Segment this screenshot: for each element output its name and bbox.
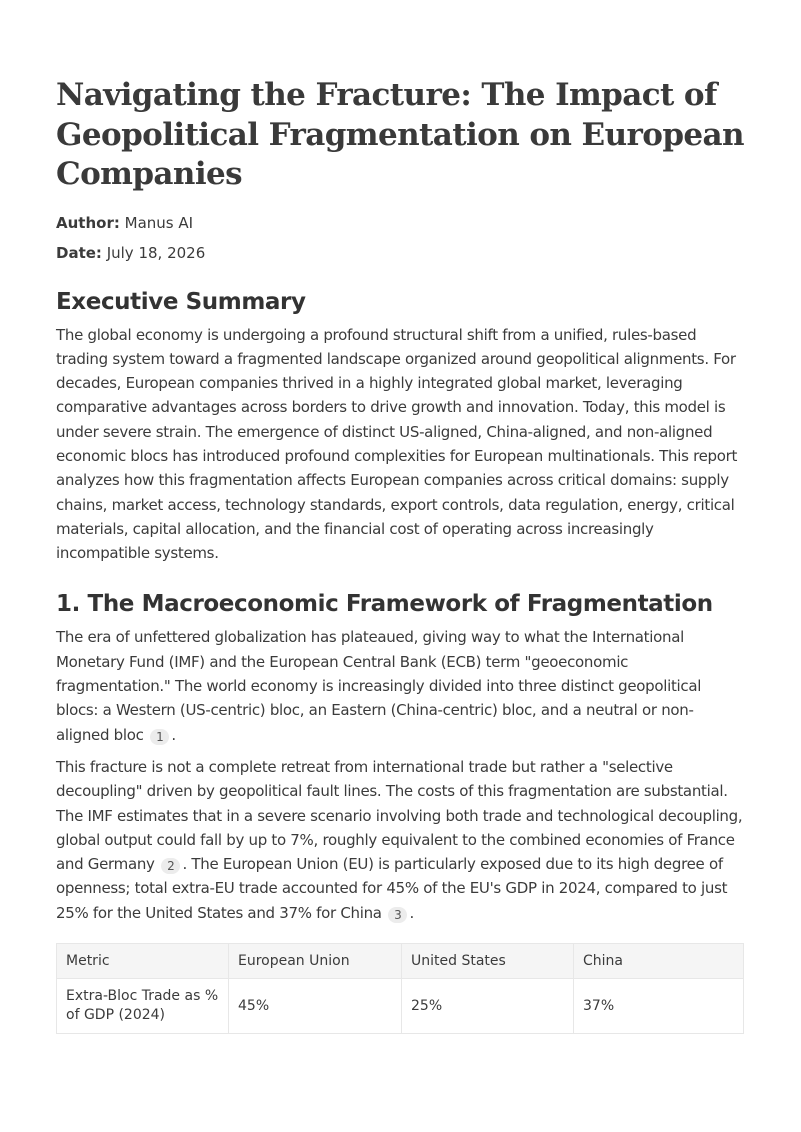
paragraph-text-b: . The European Union (EU) is particularly exposed due to its high degree of openness; total extra-EU trade accounted for 45% of the EU's GDP in 2024, compared to just 25% for the United States and 37% for China [56,855,728,922]
author-name: Manus AI [124,213,194,232]
citation-1-link[interactable]: 1 [150,729,169,745]
author-label: Author: [56,213,120,232]
document-title: Navigating the Fracture: The Impact of Geopolitical Fragmentation on European Companies [56,77,744,192]
executive-summary-heading: Executive Summary [56,288,306,315]
date-value: July 18, 2026 [106,243,206,262]
table-cell: 37% [574,979,744,1034]
section-1-heading: 1. The Macroeconomic Framework of Fragmentation [56,591,713,618]
paragraph-end: . [171,725,176,744]
paragraph-end: . [409,903,414,922]
date-line [56,243,746,263]
table-header-cell: Metric [57,944,229,979]
table-cell: 25% [402,979,574,1034]
citation-2-link[interactable]: 2 [161,858,180,874]
table-cell: Extra-Bloc Trade as % of GDP (2024) [57,979,229,1034]
paragraph-text: The era of unfettered globalization has plateaued, giving way to what the International Monetary Fund (IMF) and the European Central Bank (ECB) term "geoeconomic fragmentation." The world economy is increasingly divided into three distinct geopolitical blocs: a Western (US-centric) bloc, an Eastern (China-centric) bloc, and a neutral or non-aligned bloc [56,628,702,744]
table-header-cell: European Union [229,944,402,979]
table-header-row [57,944,744,979]
table-header-cell: China [574,944,744,979]
table-header-cell: United States [402,944,574,979]
table-row [57,979,744,1034]
executive-summary-paragraph: The global economy is undergoing a profound structural shift from a unified, rules-based trading system toward a fragmented landscape organized around geopolitical alignments. For decades, European companies thrived in a highly integrated global market, leveraging comparative advantages across borders to drive growth and innovation. Today, this model is under severe strain. The emergence of distinct US-aligned, China-aligned, and non-aligned economic blocs has introduced profound complexities for European multinationals. This report analyzes how this fragmentation affects European companies across critical domains: supply chains, market access, technology standards, export controls, data regulation, energy, critical materials, capital allocation, and the financial cost of operating across increasingly incompatible systems. [56,325,738,563]
section-1-paragraph-2 [56,755,746,925]
date-label: Date: [56,243,102,262]
citation-3-link[interactable]: 3 [388,907,407,923]
table-cell: 45% [229,979,402,1034]
paragraph-text-a: This fracture is not a complete retreat from international trade but rather a "selective decoupling" driven by geopolitical fault lines. The costs of this fragmentation are substantial. The IMF estimates that in a severe scenario involving both trade and technological decoupling, global output could fall by up to 7%, roughly equivalent to the combined economies of France and Germany [56,757,743,874]
document-page [56,72,746,1034]
trade-metrics-table [56,943,744,1034]
author-line [56,213,746,233]
section-1-paragraph-1 [56,625,746,746]
